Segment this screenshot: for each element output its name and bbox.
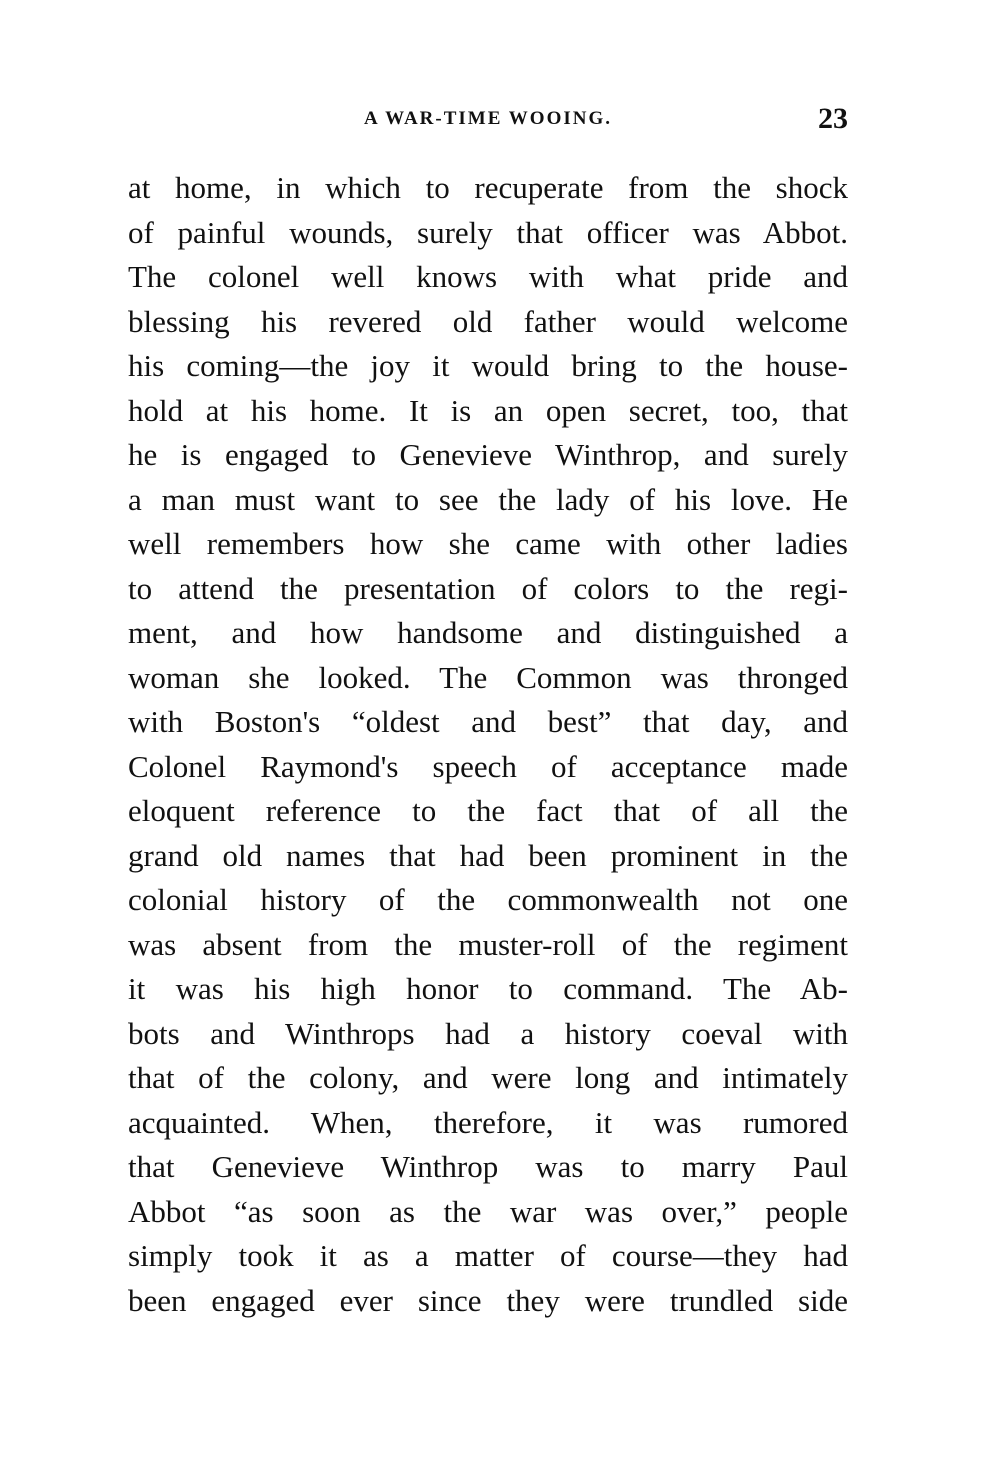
text-line: colonial history of the commonwealth not one (128, 882, 848, 917)
text-line: well remembers how she came with other ladies (128, 526, 848, 561)
text-line: that Genevieve Winthrop was to marry Paul (128, 1149, 848, 1184)
text-line: of painful wounds, surely that officer was Abbot. (128, 214, 848, 250)
text-line: hold at his home. It is an open secret, too, that (128, 392, 848, 428)
text-line: that of the colony, and were long and intimately (128, 1060, 848, 1095)
text-line: eloquent reference to the fact that of all the (128, 793, 848, 828)
text-line: a man must want to see the lady of his love. He (128, 481, 848, 517)
text-line: ment, and how handsome and distinguished a (128, 615, 848, 650)
text-line: to attend the presentation of colors to the regi- (128, 570, 848, 606)
text-line: it was his high honor to command. The Ab- (128, 971, 848, 1006)
page-header (128, 104, 848, 144)
text-line: with Boston's “oldest and best” that day, and (128, 704, 848, 739)
body-text (128, 166, 848, 1323)
text-line: been engaged ever since they were trundled side (128, 1282, 848, 1318)
text-line: simply took it as a matter of course—they had (128, 1238, 848, 1273)
text-line: Abbot “as soon as the war was over,” people (128, 1193, 848, 1229)
page-number: 23 (818, 102, 848, 135)
text-line: he is engaged to Genevieve Winthrop, and surely (128, 437, 848, 472)
text-line: at home, in which to recuperate from the shock (128, 170, 848, 205)
text-line: his coming—the joy it would bring to the house- (128, 348, 848, 383)
text-line: acquainted. When, therefore, it was rumored (128, 1104, 848, 1140)
text-line: The colonel well knows with what pride and (128, 259, 848, 294)
text-line: Colonel Raymond's speech of acceptance made (128, 748, 848, 784)
text-line: bots and Winthrops had a history coeval with (128, 1015, 848, 1051)
text-line: woman she looked. The Common was thronged (128, 659, 848, 695)
running-title: A WAR-TIME WOOING. (363, 108, 613, 129)
text-line: was absent from the muster-roll of the regiment (128, 926, 848, 962)
text-line: blessing his revered old father would welcome (128, 303, 848, 339)
text-line: grand old names that had been prominent in the (128, 837, 848, 873)
